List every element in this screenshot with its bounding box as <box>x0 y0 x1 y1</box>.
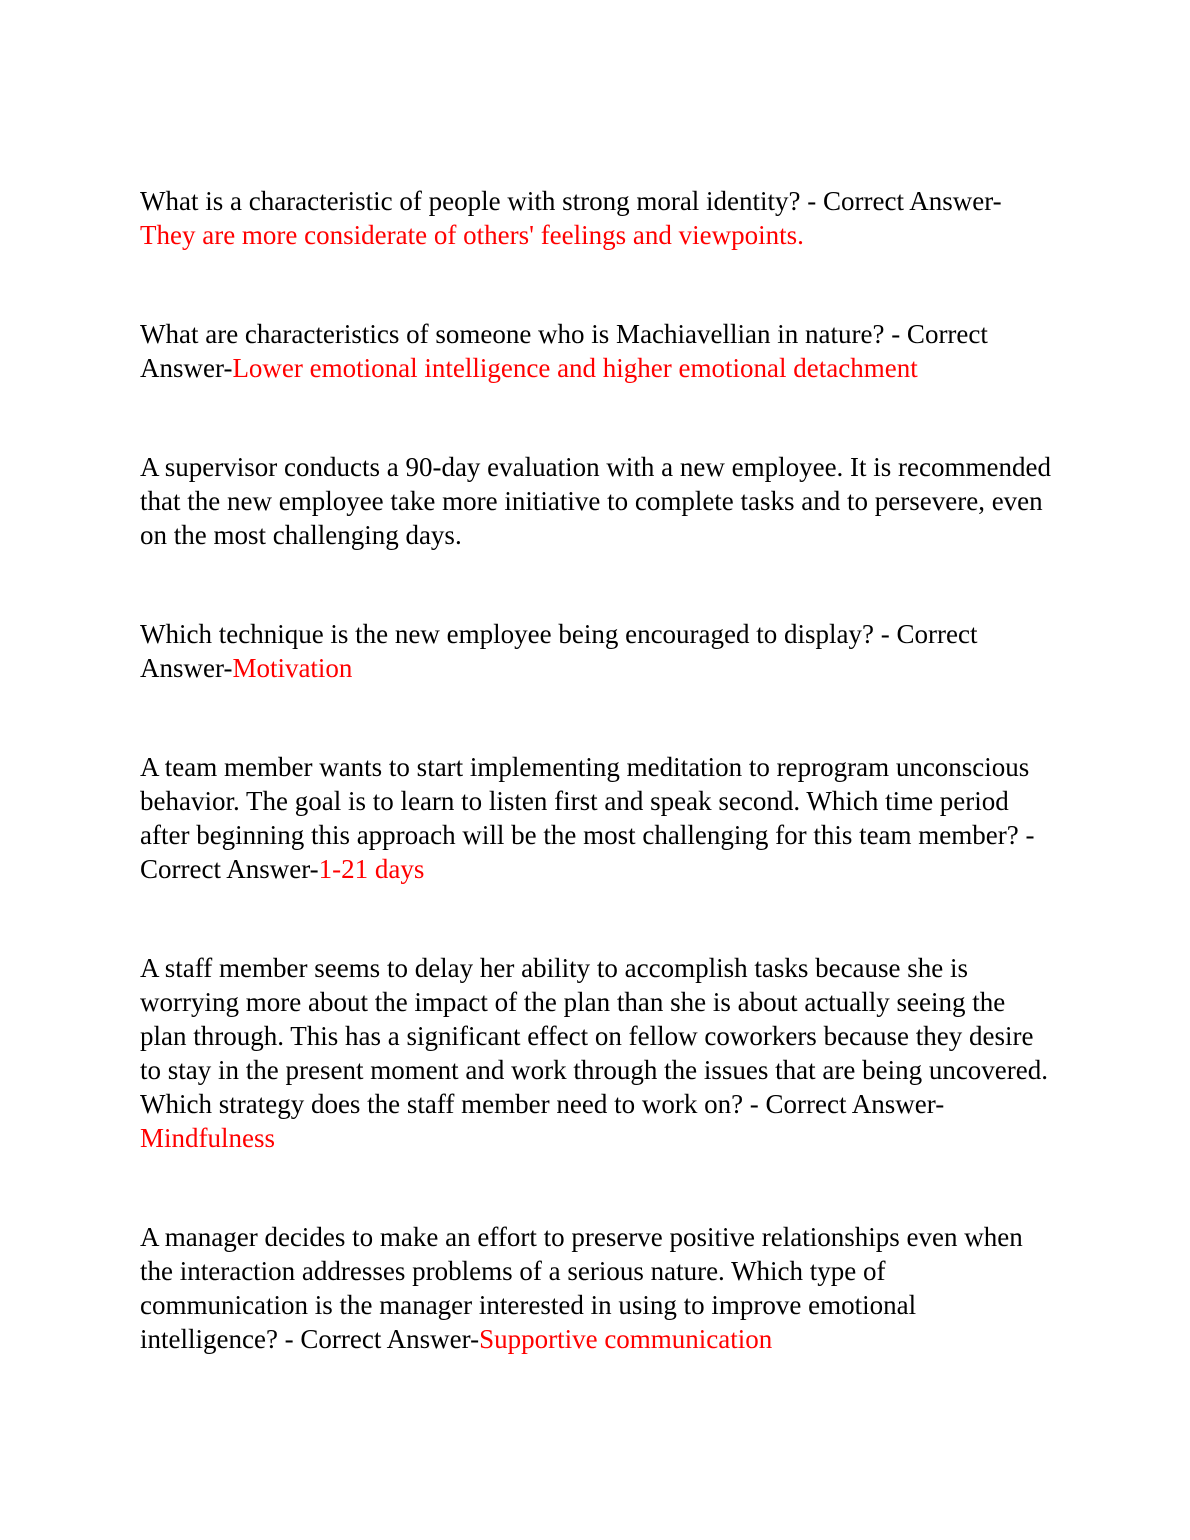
answer-text: They are more considerate of others' feelings and viewpoints. <box>140 220 804 250</box>
question-text: Which technique is the new employee being encouraged to display? - Correct Answer- <box>140 619 978 683</box>
document-content <box>140 184 1052 1356</box>
qa-paragraph <box>140 750 1052 886</box>
qa-paragraph <box>140 951 1052 1155</box>
qa-paragraph <box>140 317 1052 385</box>
answer-text: Supportive communication <box>479 1324 773 1354</box>
answer-text: Lower emotional intelligence and higher emotional detachment <box>232 353 918 383</box>
qa-paragraph <box>140 1220 1052 1356</box>
answer-text: Motivation <box>232 653 353 683</box>
answer-text: Mindfulness <box>140 1123 275 1153</box>
question-text: What are characteristics of someone who is Machiavellian in nature? - Correct Answer- <box>140 319 988 383</box>
qa-paragraph <box>140 617 1052 685</box>
qa-paragraph <box>140 184 1052 252</box>
answer-text: 1-21 days <box>318 854 425 884</box>
question-text: A manager decides to make an effort to preserve positive relationships even when the interaction addresses problems of a serious nature. Which type of communication is the manager interested in using to improve emotional intelligence? - Correct Answer- <box>140 1222 1023 1354</box>
question-text: A staff member seems to delay her ability to accomplish tasks because she is worrying more about the impact of the plan than she is about actually seeing the plan through. This has a significant effect on fellow coworkers because they desire to stay in the present moment and work through the issues that are being uncovered. Which strategy does the staff member need to work on? - Correct Answer- <box>140 953 1049 1119</box>
question-text: A supervisor conducts a 90-day evaluation with a new employee. It is recommended that the new employee take more initiative to complete tasks and to persevere, even on the most challenging days. <box>140 452 1051 550</box>
question-text: A team member wants to start implementing meditation to reprogram unconscious behavior. The goal is to learn to listen first and speak second. Which time period after beginning this approach will be the most challenging for this team member? - Correct Answer- <box>140 752 1035 884</box>
qa-paragraph <box>140 450 1052 552</box>
question-text: What is a characteristic of people with strong moral identity? - Correct Answer- <box>140 186 1002 216</box>
